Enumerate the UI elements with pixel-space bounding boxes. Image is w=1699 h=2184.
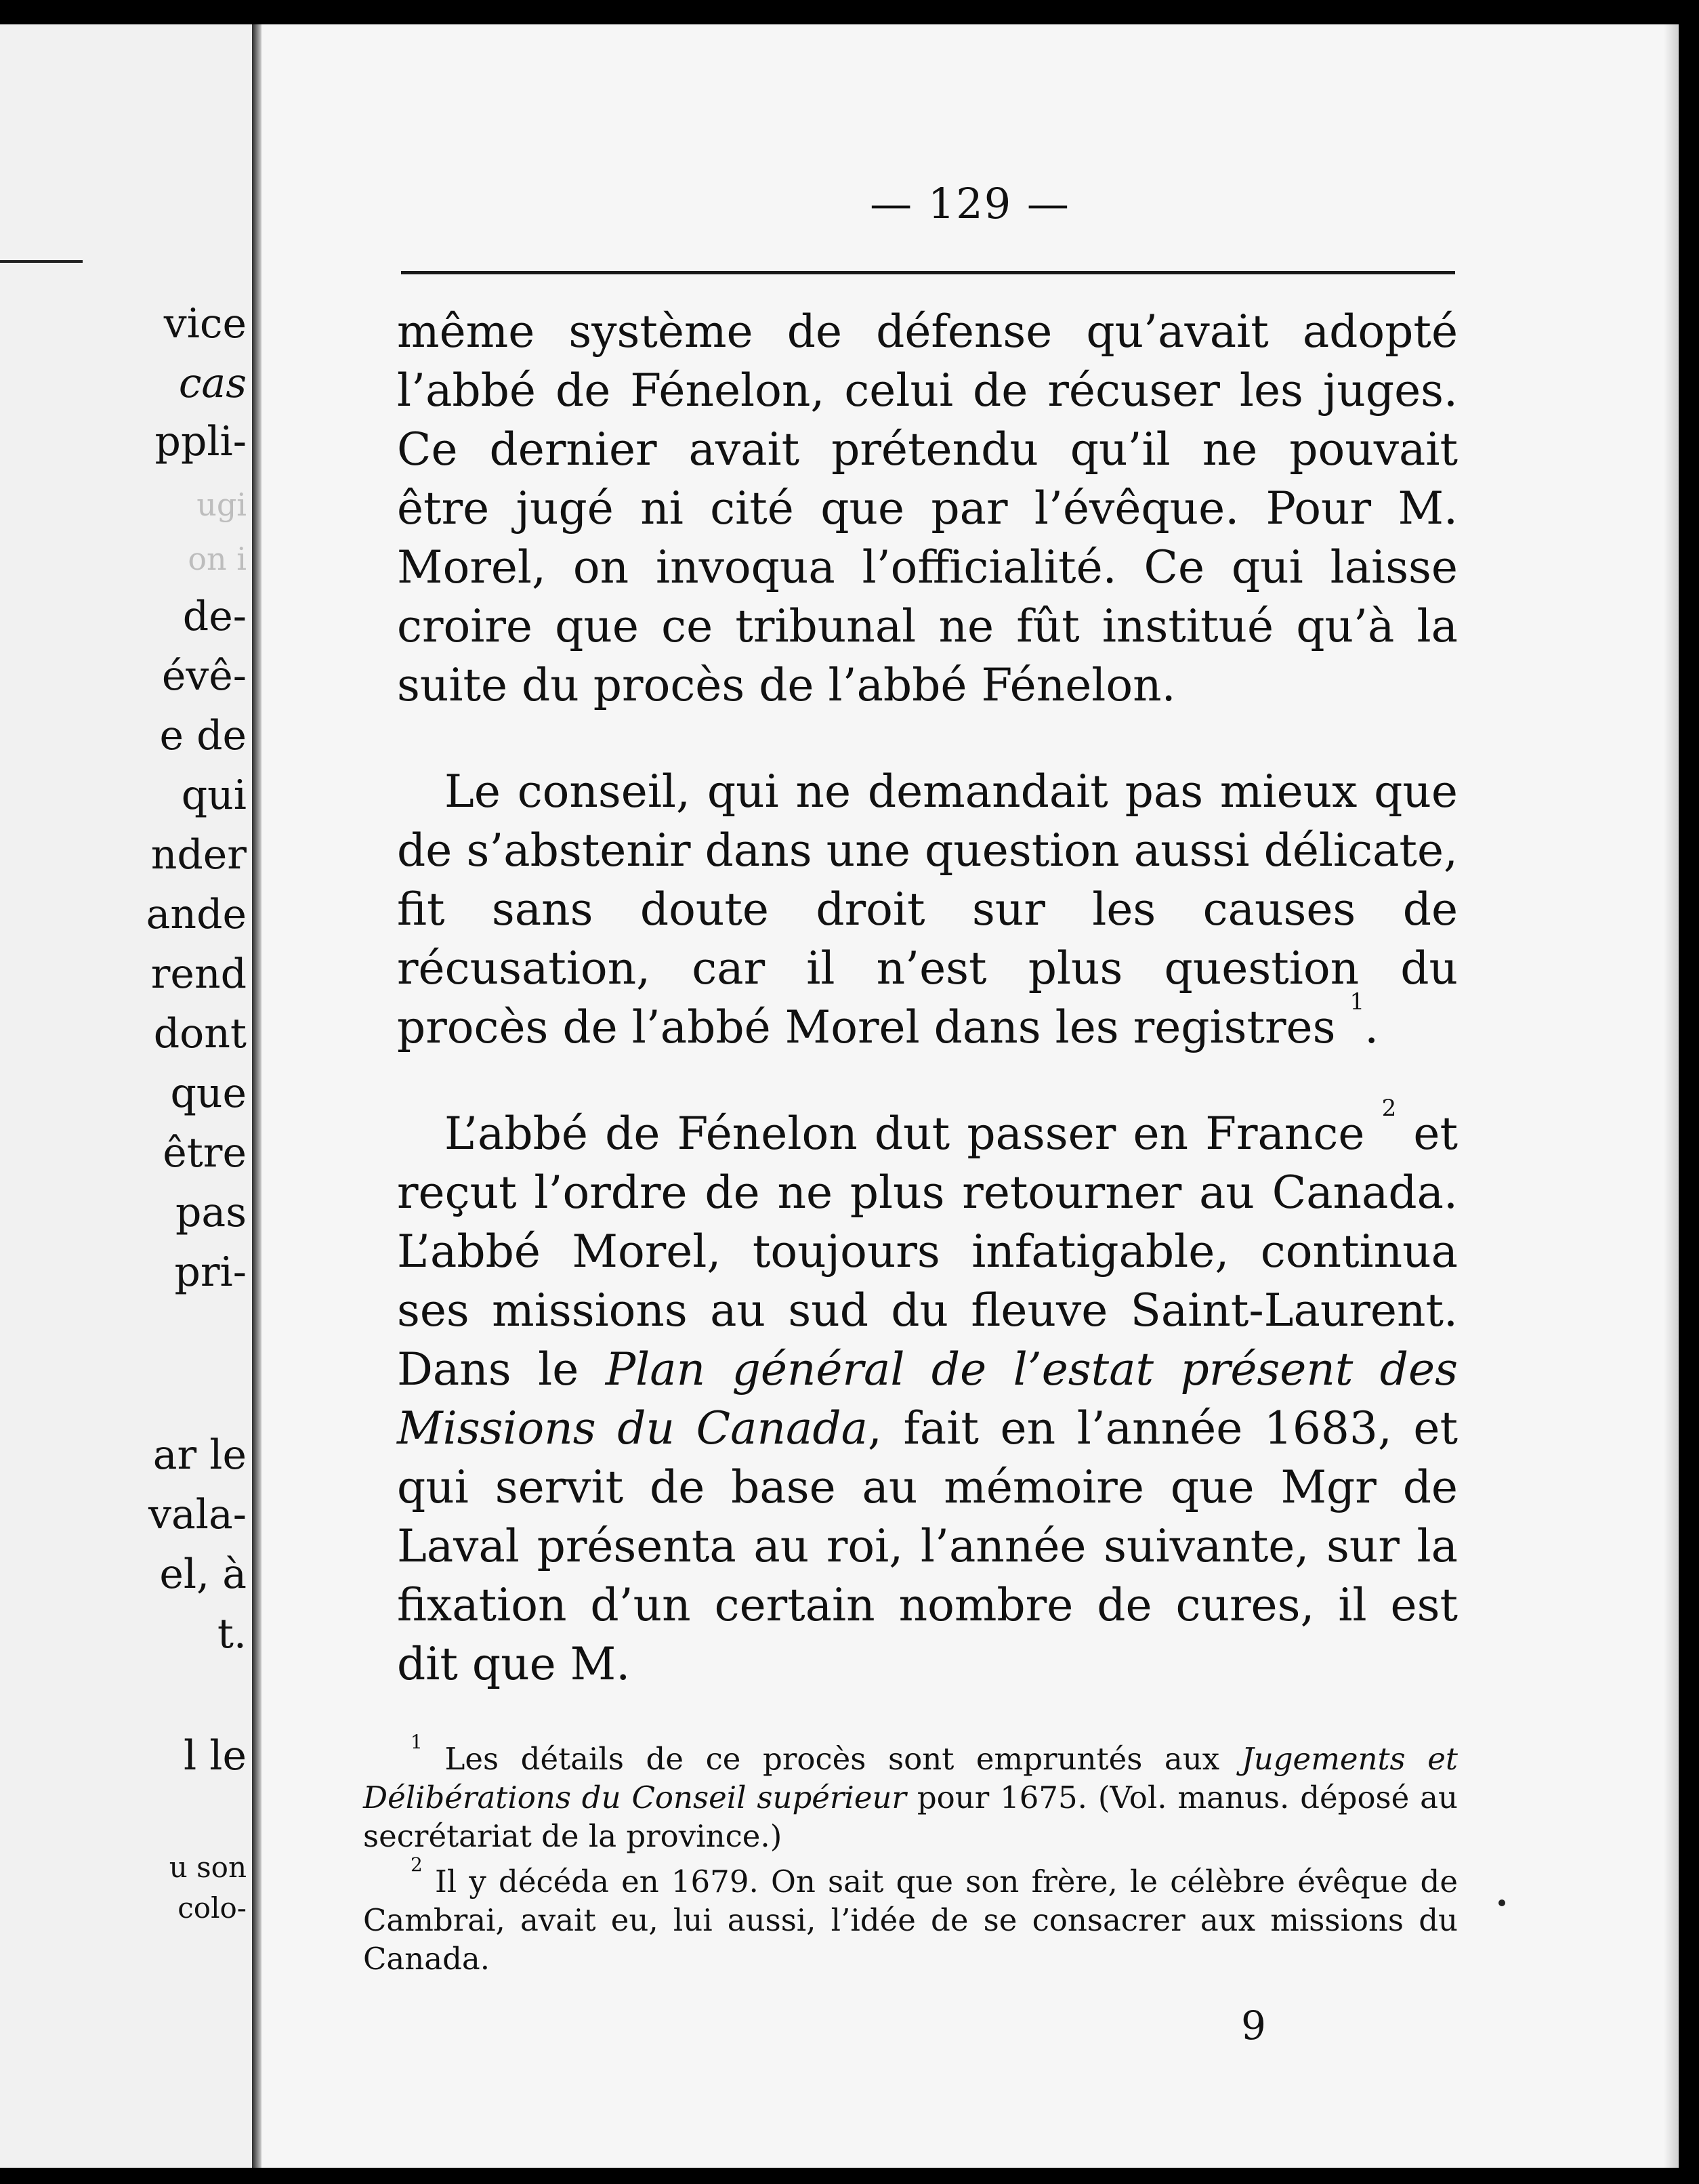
left-fragment: ppli- bbox=[154, 418, 247, 465]
left-fragment: pas bbox=[175, 1189, 247, 1236]
paragraph-2 bbox=[397, 762, 1458, 1057]
footnote-1-mark: 1 bbox=[411, 1731, 423, 1753]
left-fragment: que bbox=[170, 1070, 247, 1117]
left-facing-page: vice cas ppli- ugi on i de- évê- e de qui nder ande rend dont que être pas pri- ar le vala- el, à t. l le u son colo- bbox=[0, 24, 256, 2168]
paragraph-3-text-b: et reçut l’ordre de ne plus retourner au Canada. L’abbé Morel, toujours infatigable, continua ses missions au sud du fleuve Saint-Laurent. Dans le bbox=[397, 1108, 1459, 1395]
left-fragment: qui bbox=[181, 772, 247, 819]
right-page bbox=[261, 24, 1679, 2168]
footnote-ref-1: 1 bbox=[1349, 988, 1365, 1015]
footnotes bbox=[363, 1731, 1458, 1978]
paragraph-1: même système de défense qu’avait adopté l’abbé de Fénelon, celui de récuser les juges. Ce dernier avait prétendu qu’il ne pouvait être jugé ni cité que par l’évêque. Pour M. Morel, on invoqua l’officialité. Ce qui laisse croire que ce tribunal ne fût institué qu’à la suite du procès de l’abbé Fénelon. bbox=[397, 306, 1458, 711]
paragraph-3-text-a: L’abbé de Fénelon dut passer en France bbox=[444, 1108, 1365, 1160]
left-fragment: évê- bbox=[161, 652, 247, 700]
page-edge-shadow bbox=[1664, 24, 1679, 2168]
left-fragment: cas bbox=[178, 360, 247, 407]
header-rule bbox=[401, 271, 1455, 274]
left-fragment: t. bbox=[217, 1610, 247, 1658]
left-fragment: dont bbox=[153, 1010, 247, 1057]
document-title-italic: Plan général de l’estat présent des Missions du Canada bbox=[397, 1343, 1458, 1454]
left-fragment: pri- bbox=[174, 1248, 247, 1296]
footnote-ref-2: 2 bbox=[1381, 1095, 1397, 1122]
left-fragment: rend bbox=[150, 950, 247, 998]
left-fragment: e de bbox=[159, 712, 247, 759]
footnote-2-mark: 2 bbox=[411, 1853, 423, 1876]
ink-speck bbox=[1498, 1899, 1505, 1906]
left-header-rule bbox=[0, 260, 83, 263]
left-fragment: l le bbox=[184, 1732, 247, 1780]
left-fragment: el, à bbox=[159, 1551, 247, 1598]
signature-mark: 9 bbox=[1241, 2002, 1266, 2049]
left-fragment: être bbox=[163, 1129, 247, 1177]
page-number-header: — 129 — bbox=[870, 179, 1070, 228]
left-fragment: vala- bbox=[148, 1491, 247, 1538]
left-fragment: vice bbox=[163, 300, 247, 348]
footnote-2 bbox=[363, 1853, 1458, 1978]
body-text bbox=[397, 302, 1458, 1694]
left-fragment: de- bbox=[182, 593, 247, 640]
left-fragment: nder bbox=[150, 831, 247, 879]
left-fragment: colo- bbox=[177, 1891, 247, 1925]
footnote-1-text-b: pour 1675. (Vol. manus. déposé au secrétariat de la province.) bbox=[363, 1780, 1458, 1854]
paragraph-3 bbox=[397, 1095, 1459, 1694]
paragraph-2-end: . bbox=[1364, 1001, 1379, 1053]
book-spine bbox=[252, 24, 261, 2168]
paragraph-2-text: Le conseil, qui ne demandait pas mieux que de s’abstenir dans une question aussi délicate, fit sans doute droit sur les causes de récusation, car il n’est plus question du procès de l’abbé Morel dans les registres bbox=[397, 765, 1458, 1053]
paragraph-3-text-c: , fait en l’année 1683, et qui servit de base au mémoire que Mgr de Laval présenta au roi, l’année suivante, sur la fixation d’un certain nombre de cures, il est dit que M. bbox=[397, 1402, 1458, 1690]
left-fragment: u son bbox=[169, 1851, 247, 1884]
footnote-1-title: Jugements et Délibérations du Conseil supérieur bbox=[363, 1741, 1458, 1815]
footnote-1 bbox=[363, 1731, 1458, 1855]
left-fragment: ande bbox=[146, 891, 247, 938]
footnote-2-text: Il y décéda en 1679. On sait que son frère, le célèbre évêque de Cambrai, avait eu, lui aussi, l’idée de se consacrer aux missions du Canada. bbox=[363, 1864, 1458, 1977]
left-fragment: ar le bbox=[152, 1431, 247, 1479]
footnote-1-text-a: Les détails de ce procès sont empruntés aux bbox=[422, 1741, 1242, 1777]
